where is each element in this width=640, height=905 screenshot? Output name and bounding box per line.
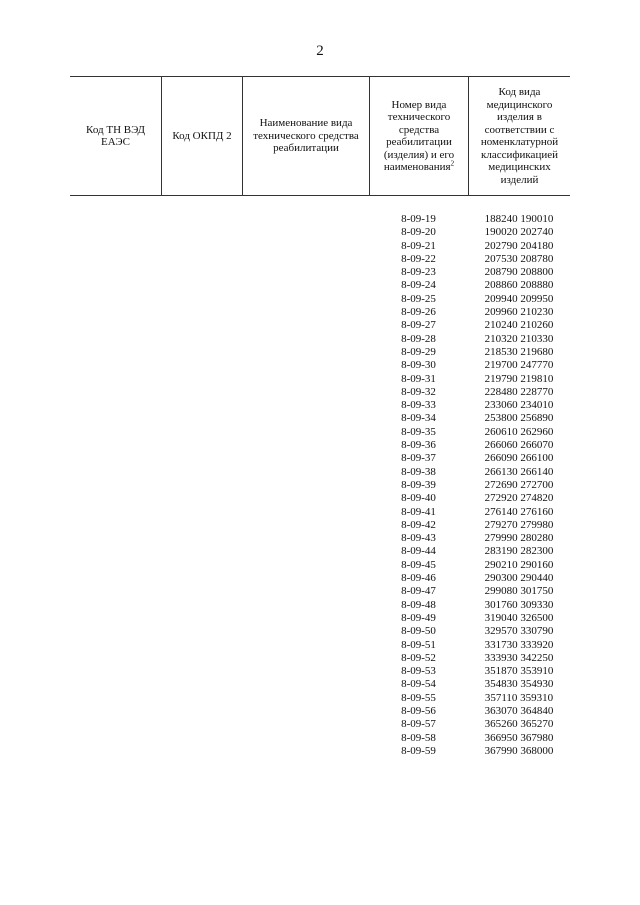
empty-cells [70,412,369,425]
empty-cells [70,718,369,731]
medical-device-codes-cell: 207530 208780 [484,252,554,265]
device-number-cell: 8-09-59 [401,744,436,757]
medical-device-codes-cell: 219790 219810 [484,372,554,385]
table-row [70,745,570,758]
medical-device-codes-cell: 208790 208800 [484,266,554,279]
medical-device-codes-cell: 253800 256890 [484,412,554,425]
device-number-cell: 8-09-41 [401,505,436,518]
table-row [70,213,570,226]
empty-cells [70,266,369,279]
medical-device-codes-cell: 210240 210260 [484,319,554,332]
empty-cells [70,678,369,691]
table-header [70,76,570,196]
device-number-cell: 8-09-54 [401,678,436,691]
empty-cells [70,479,369,492]
empty-cells [70,506,369,519]
table-row [70,240,570,253]
device-number-cell: 8-09-33 [401,399,436,412]
medical-device-codes-cell: 357110 359310 [484,691,554,704]
device-number-cell: 8-09-50 [401,625,436,638]
table-row [70,333,570,346]
table-row [70,479,570,492]
table-row [70,373,570,386]
table-row [70,625,570,638]
medical-device-codes-cell: 202790 204180 [484,239,554,252]
table-row [70,346,570,359]
empty-cells [70,692,369,705]
medical-device-codes-cell: 219700 247770 [484,359,554,372]
page-number: 2 [316,43,324,59]
medical-device-codes-cell: 210320 210330 [484,332,554,345]
medical-device-codes-cell: 188240 190010 [484,213,554,225]
empty-cells [70,532,369,545]
table-row [70,572,570,585]
empty-cells [70,545,369,558]
empty-cells [70,346,369,359]
table-row [70,519,570,532]
medical-device-codes-cell: 228480 228770 [484,385,554,398]
empty-cells [70,559,369,572]
device-number-cell: 8-09-26 [401,306,436,319]
medical-device-codes-cell: 354830 354930 [484,678,554,691]
table-row [70,226,570,239]
device-number-cell: 8-09-52 [401,651,436,664]
empty-cells [70,279,369,292]
empty-cells [70,359,369,372]
table-row [70,652,570,665]
table-row [70,306,570,319]
empty-cells [70,253,369,266]
table-row [70,293,570,306]
header-device-number [369,77,468,195]
medical-device-codes-cell: 299080 301750 [484,585,554,598]
table-row [70,452,570,465]
empty-cells [70,585,369,598]
empty-cells [70,426,369,439]
table-row [70,705,570,718]
medical-device-codes-cell: 319040 326500 [484,611,554,624]
empty-cells [70,612,369,625]
table-row [70,585,570,598]
table-body [70,196,570,758]
empty-cells [70,745,369,758]
table-row [70,253,570,266]
table-row [70,678,570,691]
table-row [70,439,570,452]
empty-cells [70,439,369,452]
device-number-cell: 8-09-35 [401,425,436,438]
table-row [70,319,570,332]
header-device-type-name: Наименование вида технического средства реабилитации [242,77,369,195]
empty-cells [70,319,369,332]
empty-cells [70,639,369,652]
table-row [70,665,570,678]
device-number-cell: 8-09-27 [401,319,436,332]
empty-cells [70,599,369,612]
empty-cells [70,519,369,532]
table-row [70,532,570,545]
medical-device-codes-cell: 208860 208880 [484,279,554,292]
device-number-cell: 8-09-20 [401,226,436,239]
empty-cells [70,213,369,226]
header-okpd2-code: Код ОКПД 2 [161,77,242,195]
empty-cells [70,293,369,306]
device-number-cell: 8-09-19 [401,213,436,225]
table-row [70,718,570,731]
medical-device-codes-cell: 329570 330790 [484,625,554,638]
empty-cells [70,399,369,412]
document-table [70,76,570,758]
medical-device-codes-cell: 272920 274820 [484,492,554,505]
medical-device-codes-cell: 283190 282300 [484,545,554,558]
device-number-cell: 8-09-47 [401,585,436,598]
table-row [70,506,570,519]
table-row [70,266,570,279]
device-number-cell: 8-09-49 [401,611,436,624]
device-number-cell: 8-09-40 [401,492,436,505]
empty-cells [70,333,369,346]
medical-device-codes-cell: 279990 280280 [484,532,554,545]
medical-device-codes-cell: 333930 342250 [484,651,554,664]
table-row [70,612,570,625]
medical-device-codes-cell: 266090 266100 [484,452,554,465]
device-number-cell: 8-09-55 [401,691,436,704]
medical-device-codes-cell: 366950 367980 [484,731,554,744]
medical-device-codes-cell: 209960 210230 [484,306,554,319]
device-number-cell: 8-09-44 [401,545,436,558]
header-tn-ved-code: Код ТН ВЭД ЕАЭС [86,123,145,148]
device-number-cell: 8-09-30 [401,359,436,372]
table-row [70,639,570,652]
device-number-cell: 8-09-48 [401,598,436,611]
table-row [70,412,570,425]
medical-device-codes-cell: 290210 290160 [484,558,554,571]
medical-device-codes-cell: 233060 234010 [484,399,554,412]
empty-cells [70,452,369,465]
medical-device-codes-cell: 266130 266140 [484,465,554,478]
device-number-cell: 8-09-43 [401,532,436,545]
device-number-cell: 8-09-37 [401,452,436,465]
empty-cells [70,665,369,678]
table-row [70,492,570,505]
empty-cells [70,625,369,638]
table-row [70,559,570,572]
device-number-cell: 8-09-46 [401,572,436,585]
medical-device-codes-cell: 276140 276160 [484,505,554,518]
medical-device-codes-cell: 209940 209950 [484,292,554,305]
table-row [70,692,570,705]
device-number-cell: 8-09-21 [401,239,436,252]
medical-device-codes-cell: 331730 333920 [484,638,554,651]
table-row [70,466,570,479]
table-row [70,426,570,439]
empty-cells [70,466,369,479]
empty-cells [70,226,369,239]
device-number-cell: 8-09-32 [401,385,436,398]
empty-cells [70,652,369,665]
empty-cells [70,572,369,585]
empty-cells [70,386,369,399]
medical-device-codes-cell: 266060 266070 [484,439,554,452]
device-number-cell: 8-09-38 [401,465,436,478]
medical-device-codes-cell: 190020 202740 [484,226,554,239]
table-row [70,386,570,399]
device-number-cell: 8-09-34 [401,412,436,425]
device-number-cell: 8-09-57 [401,718,436,731]
medical-device-codes-cell: 365260 365270 [484,718,554,731]
device-number-cell: 8-09-22 [401,252,436,265]
medical-device-codes-cell: 279270 279980 [484,518,554,531]
empty-cells [70,732,369,745]
empty-cells [70,306,369,319]
table-row [70,279,570,292]
medical-device-codes-cell: 218530 219680 [484,345,554,358]
medical-device-codes-cell: 272690 272700 [484,478,554,491]
header-device-number-text: Номер вида технического средства реабилитации (изделия) и его наименования$^2$ [383,98,455,173]
medical-device-codes-cell: 301760 309330 [484,598,554,611]
footnote-marker: 2 [450,159,455,168]
table-row [70,599,570,612]
device-number-cell: 8-09-23 [401,266,436,279]
medical-device-codes-cell: 351870 353910 [484,665,554,678]
table-row [70,732,570,745]
header-medical-device-code: Код вида медицинского изделия в соответствии с номенклатурной классификацией медицинских изделий [468,77,570,195]
empty-cells [70,705,369,718]
table-row [70,545,570,558]
table-row [70,399,570,412]
device-number-cell: 8-09-58 [401,731,436,744]
device-number-cell: 8-09-42 [401,518,436,531]
device-number-cell: 8-09-36 [401,439,436,452]
empty-cells [70,373,369,386]
empty-cells [70,240,369,253]
device-number-cell: 8-09-31 [401,372,436,385]
device-number-cell: 8-09-51 [401,638,436,651]
medical-device-codes-cell: 367990 368000 [484,744,554,757]
medical-device-codes-cell: 290300 290440 [484,572,554,585]
device-number-cell: 8-09-45 [401,558,436,571]
medical-device-codes-cell: 260610 262960 [484,425,554,438]
device-number-cell: 8-09-53 [401,665,436,678]
device-number-cell: 8-09-29 [401,345,436,358]
device-number-cell: 8-09-39 [401,478,436,491]
medical-device-codes-cell: 363070 364840 [484,704,554,717]
device-number-cell: 8-09-28 [401,332,436,345]
device-number-cell: 8-09-56 [401,704,436,717]
empty-cells [70,492,369,505]
device-number-cell: 8-09-25 [401,292,436,305]
device-number-cell: 8-09-24 [401,279,436,292]
table-row [70,359,570,372]
